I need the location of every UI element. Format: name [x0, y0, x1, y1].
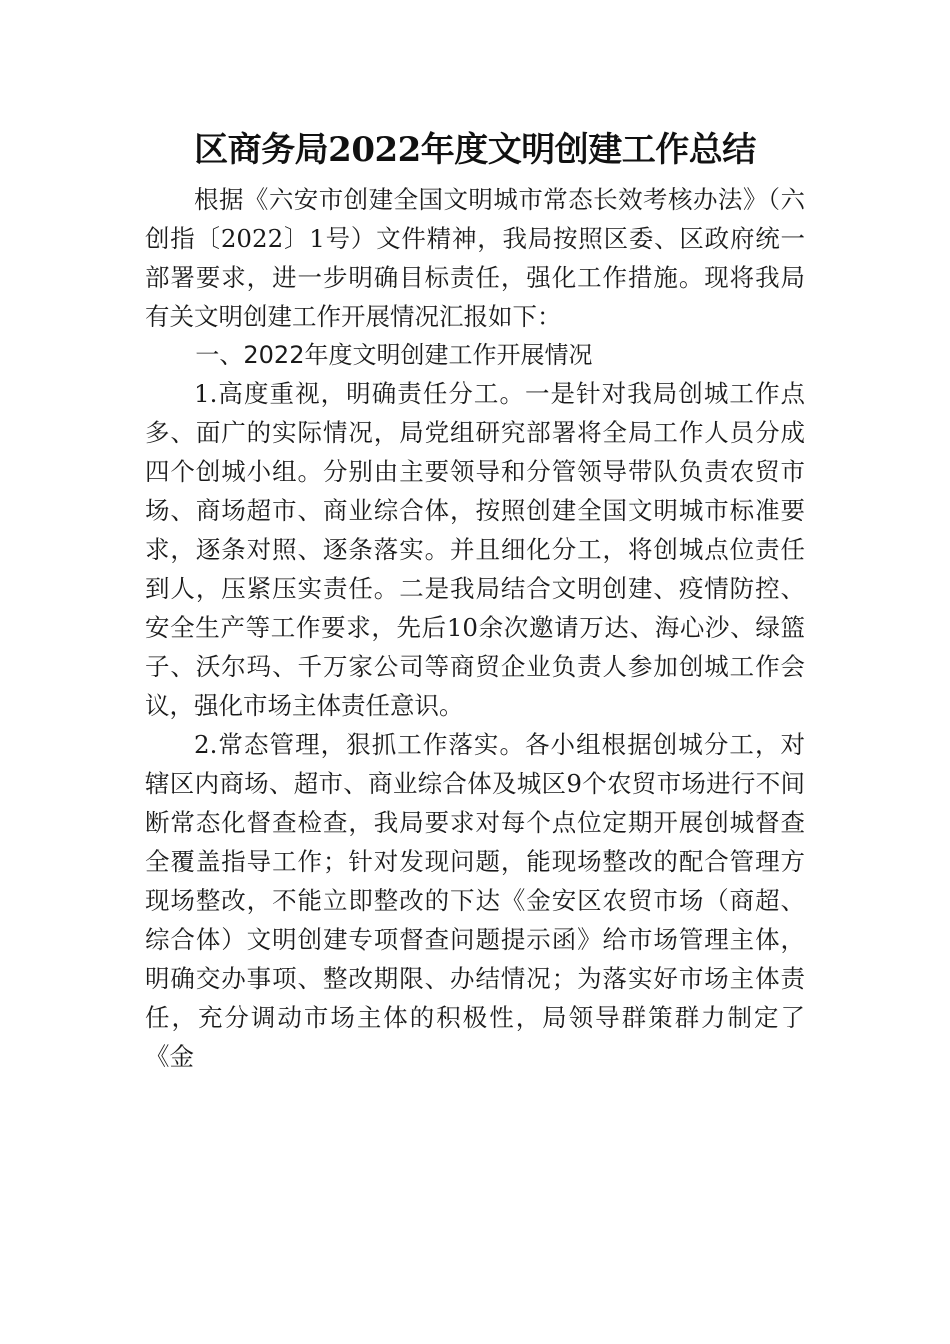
document-title: 区商务局2022年度文明创建工作总结 — [194, 130, 756, 170]
document-content — [145, 128, 805, 1076]
intro-paragraph: 根据《六安市创建全国文明城市常态长效考核办法》（六创指〔2022〕1号）文件精神，我局按照区委、区政府统一部署要求，进一步明确目标责任，强化工作措施。现将我局有关文明创建工作开展情况汇报如下： — [145, 185, 805, 331]
paragraph-item-2: 2.常态管理，狠抓工作落实。各小组根据创城分工，对辖区内商场、超市、商业综合体及城区9个农贸市场进行不间断常态化督查检查，我局要求对每个点位定期开展创城督查全覆盖指导工作；针对发现问题，能现场整改的配合管理方现场整改，不能立即整改的下达《金安区农贸市场（商超、综合体）文明创建专项督查问题提示函》给市场管理主体，明确交办事项、整改期限、办结情况；为落实好市场主体责任，充分调动市场主体的积极性，局领导群策群力制定了《金 — [145, 730, 805, 1071]
paragraph-item-1: 1.高度重视，明确责任分工。一是针对我局创城工作点多、面广的实际情况，局党组研究部署将全局工作人员分成四个创城小组。分别由主要领导和分管领导带队负责农贸市场、商场超市、商业综合体，按照创建全国文明城市标准要求，逐条对照、逐条落实。并且细化分工，将创城点位责任到人，压紧压实责任。二是我局结合文明创建、疫情防控、安全生产等工作要求，先后10余次邀请万达、海心沙、绿篮子、沃尔玛、千万家公司等商贸企业负责人参加创城工作会议，强化市场主体责任意识。 — [145, 379, 805, 720]
section-heading: 一、2022年度文明创建工作开展情况 — [195, 341, 593, 369]
